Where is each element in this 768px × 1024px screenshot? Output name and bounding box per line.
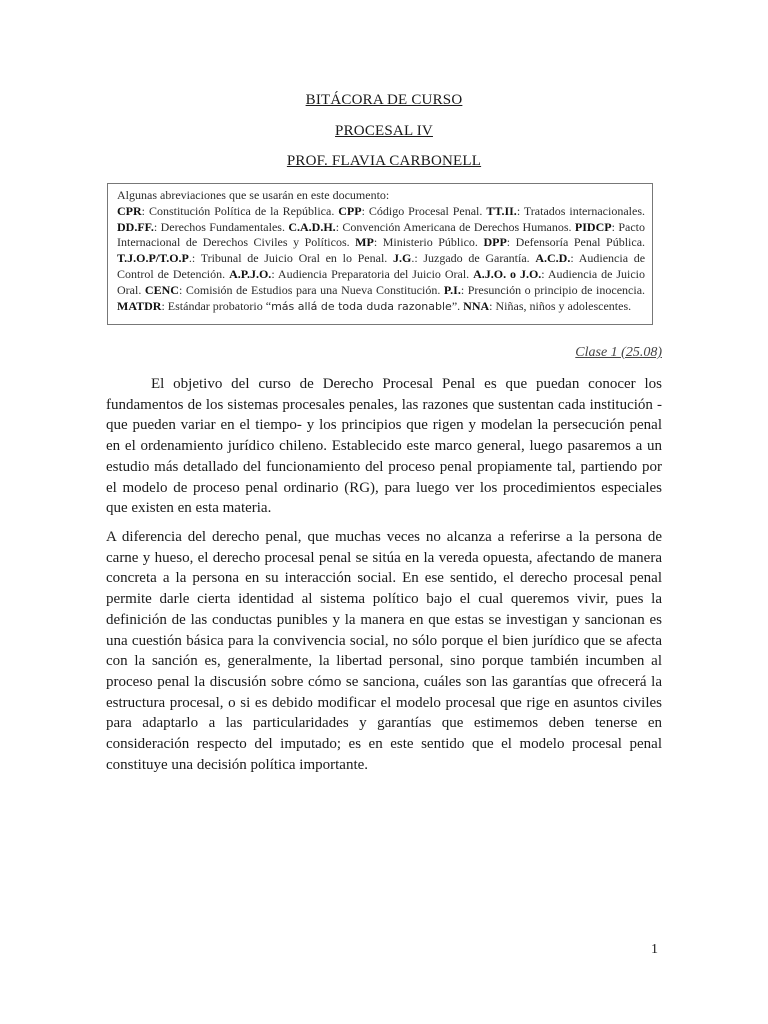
abbreviation-term: PIDCP [574, 219, 612, 234]
abbreviations-box [107, 183, 653, 325]
abbreviation-term: P.I. [443, 282, 461, 297]
abbreviation-meaning: Audiencia de Juicio Oral. [117, 266, 646, 297]
abbreviation-term: DD.FF. [117, 219, 154, 234]
abbreviation-meaning: Audiencia de Control de Detención. [117, 251, 646, 281]
abbreviation-separator: : [161, 298, 168, 313]
abbreviation-separator: : [178, 282, 186, 297]
abbreviation-meaning: Código Procesal Penal. [368, 203, 483, 218]
abbreviation-meaning: Comisión de Estudios para una Nueva Constitución. [185, 282, 441, 297]
abbreviation-meaning: Tratados internacionales. [523, 203, 646, 218]
abbreviation-term: CENC [144, 282, 179, 297]
abbreviation-meaning: Constitución Política de la República. [148, 203, 335, 218]
abbreviation-meaning: ”. [451, 298, 461, 313]
abbreviation-separator: : [489, 298, 496, 313]
abbreviation-meaning: Audiencia Preparatoria del Juicio Oral. [277, 266, 470, 281]
paragraph-second: A diferencia del derecho penal, que muchas veces no alcanza a referirse a la persona de carne y hueso, el derecho procesal penal se sitúa en la vereda opuesta, afectando de manera concreta a la persona en su interacción social. En ese sentido, el derecho procesal penal permite darle cierta identidad al sistema político bajo el cual queremos vivir, pues la definición de las conductas punibles y la manera en que estas se investigan y sancionan es una cuestión básica para la convivencia social, no sólo porque el bien jurídico que se afecta con la sanción es, generalmente, la libertad personal, sino porque también incumben al proceso penal la discusión sobre cómo se sanciona, cuáles son las garantías que ofrecerá la estructura procesal, o si es debido modificar el modelo procesal que rige en asuntos civiles para adaptarlo a las particularidades y garantías que estimemos deben tenerse en consideración respecto del imputado; es en este sentido que el modelo procesal penal constituye una decisión política importante. [106, 529, 662, 773]
abbreviation-quote: más allá de toda duda razonable [271, 299, 452, 313]
abbreviation-meaning: Tribunal de Juicio Oral en lo Penal. [200, 251, 388, 266]
abbreviation-term: A.J.O. o J.O. [473, 266, 542, 281]
course-subtitle: PROCESAL IV [335, 123, 433, 139]
abbreviation-separator: : [361, 203, 369, 218]
abbreviation-term: MP [355, 235, 374, 250]
abbreviation-term: A.P.J.O. [229, 266, 272, 281]
abbreviation-meaning: Defensoría Penal Pública. [515, 235, 646, 250]
abbreviation-separator: .: [411, 251, 424, 266]
abbreviation-separator: : [335, 219, 343, 234]
abbreviation-meaning: Estándar probatorio “ [167, 298, 272, 313]
page-number: 1 [651, 942, 658, 957]
abbreviation-separator: : [506, 235, 516, 250]
abbreviation-term: DPP [483, 235, 507, 250]
abbreviation-separator: .: [188, 251, 201, 266]
abbreviation-separator: : [153, 219, 161, 234]
abbreviations-list [117, 204, 645, 313]
abbreviation-term: TT.II. [486, 203, 517, 218]
abbreviation-term: MATDR [117, 298, 162, 313]
abbreviation-term: NNA [463, 298, 490, 313]
abbreviation-term: CPP [338, 203, 362, 218]
abbreviation-separator: : [611, 219, 619, 234]
abbreviation-meaning: Presunción o principio de inocencia. [467, 282, 646, 297]
paragraph-intro: El objetivo del curso de Derecho Procesal Penal es que puedan conocer los fundamentos de los sistemas procesales penales, las razones que sustentan cada institución - que pueden variar en el tiempo- y los principios que rigen y modelan la persecución penal en el ordenamiento jurídico chileno. Establecido este marco general, luego pasaremos a un estudio más detallado del funcionamiento del proceso penal propiamente tal, partiendo por el modelo de proceso penal ordinario (RG), para luego ver los procedimientos especiales que existen en esta materia. [106, 376, 662, 517]
abbreviation-separator: : [373, 235, 383, 250]
abbreviation-term: J.G [392, 251, 412, 266]
abbreviation-separator: : [141, 203, 149, 218]
abbreviation-meaning: Niñas, niños y adolescentes. [495, 298, 632, 313]
abbreviation-separator: : [516, 203, 524, 218]
abbreviation-separator: : [570, 251, 579, 266]
abbreviation-term: C.A.D.H. [288, 219, 336, 234]
abbreviation-term: T.J.O.P/T.O.P [117, 251, 189, 266]
course-title: BITÁCORA DE CURSO [305, 92, 463, 108]
abbreviation-meaning: Juzgado de Garantía. [423, 251, 530, 266]
abbreviations-intro: Algunas abreviaciones que se usarán en este documento: [117, 188, 390, 202]
abbreviation-separator: : [541, 266, 548, 281]
abbreviation-meaning: Pacto Internacional de Derechos Civiles y Políticos. [117, 219, 645, 250]
class-label: Clase 1 (25.08) [575, 345, 662, 360]
abbreviation-meaning: Convención Americana de Derechos Humanos. [342, 219, 572, 234]
abbreviation-meaning: Derechos Fundamentales. [160, 219, 285, 234]
abbreviation-separator: : [271, 266, 278, 281]
abbreviation-term: CPR [117, 203, 142, 218]
professor-name: PROF. FLAVIA CARBONELL [286, 153, 482, 169]
abbreviation-separator: : [460, 282, 468, 297]
abbreviation-term: A.C.D. [535, 251, 571, 266]
abbreviation-meaning: Ministerio Público. [382, 235, 478, 250]
